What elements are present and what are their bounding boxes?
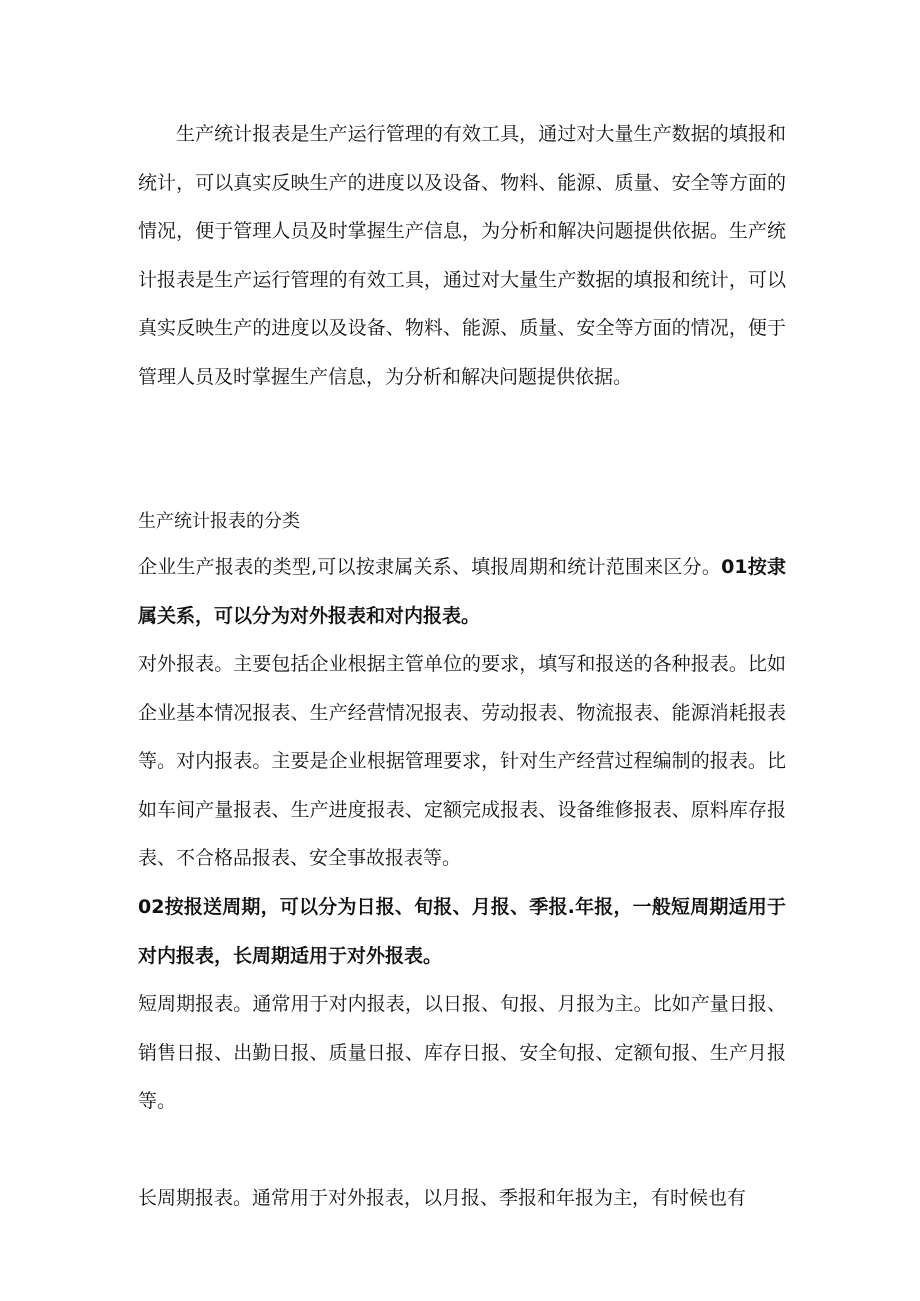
classification-intro-text: 企业生产报表的类型,可以按隶属关系、填报周期和统计范围来区分。 <box>138 556 722 578</box>
point2-heading: 02按报送周期，可以分为日报、旬报、月报、季报.年报，一般短周期适用于对内报表，长周期适用于对外报表。 <box>138 896 786 967</box>
classification-paragraph <box>138 543 786 640</box>
point1-body-paragraph: 对外报表。主要包括企业根据主管单位的要求，填写和报送的各种报表。比如企业基本情况报表、生产经营情况报表、劳动报表、物流报表、能源消耗报表等。对内报表。主要是企业根据管理要求，针对生产经营过程编制的报表。比如车间产量报表、生产进度报表、定额完成报表、设备维修报表、原料库存报表、不合格品报表、安全事故报表等。 <box>138 653 786 869</box>
long-cycle-paragraph: 长周期报表。通常用于对外报表，以月报、季报和年报为主，有时候也有 <box>138 1187 747 1209</box>
section-heading: 生产统计报表的分类 <box>138 511 300 532</box>
point1-heading: 01按隶属关系，可以分为对外报表和对内报表。 <box>138 556 786 627</box>
intro-paragraph: 生产统计报表是生产运行管理的有效工具，通过对大量生产数据的填报和统计，可以真实反映生产的进度以及设备、物料、能源、质量、安全等方面的情况，便于管理人员及时掌握生产信息，为分析和解决问题提供依据。生产统计报表是生产运行管理的有效工具，通过对大量生产数据的填报和统计，可以真实反映生产的进度以及设备、物料、能源、质量、安全等方面的情况，便于管理人员及时掌握生产信息，为分析和解决问题提供依据。 <box>138 123 786 388</box>
short-cycle-paragraph: 短周期报表。通常用于对内报表，以日报、旬报、月报为主。比如产量日报、销售日报、出勤日报、质量日报、库存日报、安全旬报、定额旬报、生产月报等。 <box>138 993 786 1112</box>
